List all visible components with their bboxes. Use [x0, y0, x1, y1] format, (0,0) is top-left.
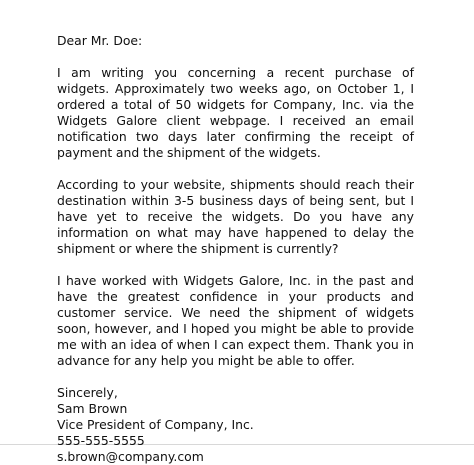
- closing-line: Sincerely,: [57, 385, 118, 400]
- signer-name: Sam Brown: [57, 401, 128, 416]
- signer-title: Vice President of Company, Inc.: [57, 417, 254, 432]
- paragraph-request: I have worked with Widgets Galore, Inc. in the past and have the greatest confidence in your products and customer service. We need the shipment of widgets soon, however, and I hoped you might be able to provide me with an idea of when I can expect them. Thank you in advance for any help you might be able to offer.: [57, 273, 414, 368]
- signer-phone: 555-555-5555: [57, 433, 145, 448]
- paragraph-purchase: I am writing you concerning a recent purchase of widgets. Approximately two weeks ago, on October 1, I ordered a total of 50 widgets for Company, Inc. via the Widgets Galore client webpage. I received an email notification two days later confirming the receipt of payment and the shipment of the widgets.: [57, 65, 414, 160]
- signer-email: s.brown@company.com: [57, 449, 204, 464]
- salutation: Dear Mr. Doe:: [57, 33, 143, 48]
- signature-block: [57, 385, 414, 465]
- paragraph-shipping-delay: According to your website, shipments should reach their destination within 3-5 business days of being sent, but I have yet to receive the widgets. Do you have any information on what may have happened to delay the shipment or where the shipment is currently?: [57, 177, 414, 256]
- letter-body: [57, 33, 414, 465]
